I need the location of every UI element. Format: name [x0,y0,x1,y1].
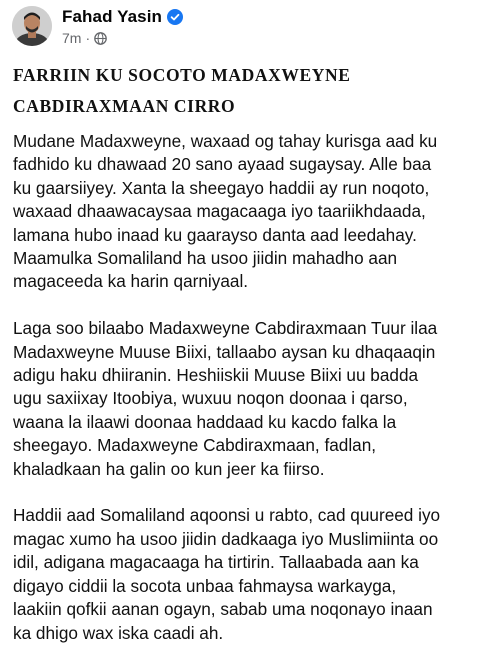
post-text-line: khaladkaan ha galin oo kun jeer ka fiirso. [13,458,325,479]
globe-icon[interactable] [94,32,107,45]
post-meta [62,6,183,47]
post-paragraph-3 [13,504,495,644]
post-text-line: Madaxweyne Muuse Biixi, tallaabo aysan ku dhaqaaqin [13,341,436,362]
author-avatar[interactable] [12,6,52,46]
post-title-line: FARRIIN KU SOCOTO MADAXWEYNE [13,65,351,85]
post-text-line: lamana hubo inaad ku gaarayso danta aad leedahay. [13,224,417,245]
author-row [62,6,183,28]
post-text-line: adigu haku dhiiranin. Heshiiskii Muuse Biixi uu badda [13,365,419,386]
post-text-line: Mudane Madaxweyne, waxaad og tahay kurisga aad ku [13,131,438,151]
post-text-line: Maamulka Somaliland ha usoo jiidin mahadho aan [13,248,398,269]
post-header [12,6,183,50]
post-text-line: magaceeda ka harin qarniyaal. [13,271,249,292]
post-text-line: ka dhigo wax iska caadi ah. [13,622,224,643]
post-text-line: digayo ciddii la socota unbaa fahmaysa warkayga, [13,575,397,596]
post-text-line: Haddii aad Somaliland aqoonsi u rabto, cad quureed iyo [13,505,441,526]
meta-separator: · [85,30,91,46]
post-text-line: sheegayo. Madaxweyne Cabdiraxmaan, fadlan, [13,435,377,456]
post-text-line: waxaad dhaawacaysaa magacaaga iyo taariikhdaada, [13,201,426,222]
post-time-row [62,29,183,47]
post-text-line: waana la ilaawi doonaa haddaad ku kacdo falka la [13,411,397,432]
post-text-line: ugu saxiixay Itoobiya, wuxuu noqon doonaa i qarso, [13,388,408,409]
post-text-line: Laga soo bilaabo Madaxweyne Cabdiraxmaan Tuur ilaa [13,318,438,339]
post-title [13,60,493,122]
verified-badge-icon [167,9,183,25]
post-text-line: magac xumo ha usoo jiidin dadkaaga iyo Muslimiinta oo [13,528,439,549]
avatar-portrait-icon [12,6,52,46]
post-body [13,130,495,668]
post-paragraph-1 [13,130,495,294]
post-title-line: CABDIRAXMAAN CIRRO [13,96,236,116]
post-text-line: laakiin qofkii aanan ogayn, sabab uma noqonayo inaan [13,599,433,620]
post-text-line: idil, adigana magacaaga ha tirtirin. Tallaabada aan ka [13,552,419,573]
post-paragraph-2 [13,317,495,481]
post-timestamp[interactable]: 7m [62,30,82,46]
author-name[interactable]: Fahad Yasin [62,7,162,26]
post-text-line: ku gaarsiiyey. Xanta la sheegayo haddii ay run noqoto, [13,177,430,198]
post-text-line: fadhido ku dhawaad 20 sano ayaad sugaysay. Alle baa [13,154,432,175]
